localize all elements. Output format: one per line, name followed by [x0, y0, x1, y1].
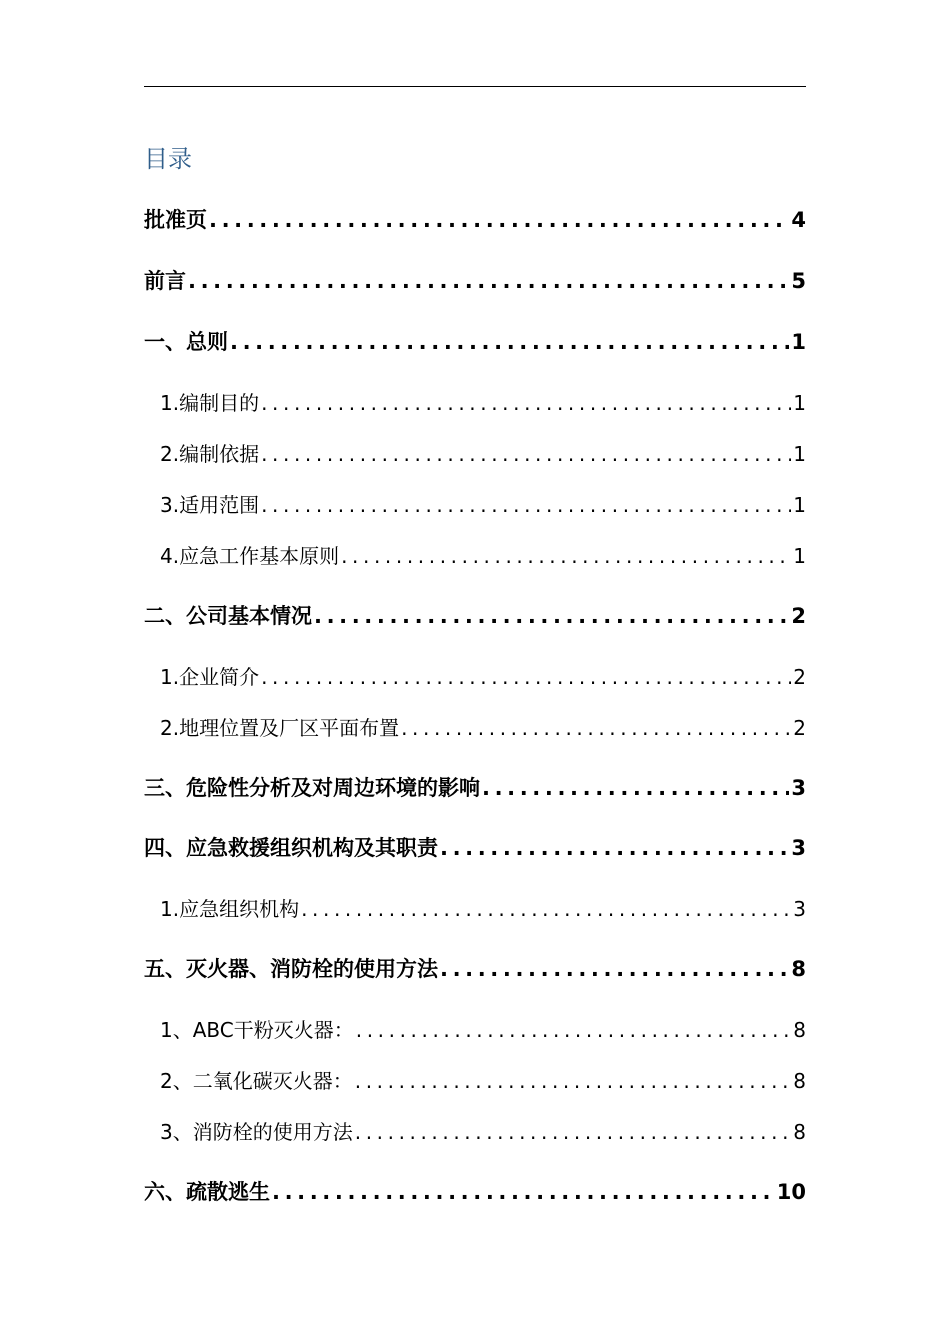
toc-leader-dots	[261, 662, 791, 692]
toc-entry-label: 3、消防栓的使用方法	[160, 1120, 353, 1144]
toc-subentry-company-intro[interactable]	[160, 662, 806, 692]
toc-leader-dots	[440, 832, 789, 864]
toc-subentry-basis[interactable]	[160, 439, 806, 469]
toc-subentry-co2-extinguisher[interactable]	[160, 1066, 806, 1096]
toc-entry-evacuation[interactable]	[144, 1176, 806, 1208]
toc-entry-label: 3.适用范围	[160, 493, 260, 517]
toc-leader-dots	[440, 953, 789, 985]
toc-page-number: 1	[791, 330, 806, 354]
toc-entry-label: 二、公司基本情况	[144, 604, 312, 628]
toc-leader-dots	[355, 1117, 792, 1147]
toc-entry-label: 2.地理位置及厂区平面布置	[160, 716, 400, 740]
toc-page-number: 5	[791, 269, 806, 293]
toc-entry-label: 1.应急组织机构	[160, 897, 300, 921]
toc-leader-dots	[355, 1066, 792, 1096]
toc-entry-label: 1.编制目的	[160, 391, 260, 415]
toc-entry-rescue-organization[interactable]	[144, 832, 806, 864]
toc-leader-dots	[209, 204, 789, 236]
toc-page-number: 2	[793, 716, 806, 740]
toc-subentry-abc-extinguisher[interactable]	[160, 1015, 806, 1045]
toc-entry-label: 前言	[144, 269, 186, 293]
toc-page-number: 1	[793, 442, 806, 466]
toc-subentry-scope[interactable]	[160, 490, 806, 520]
toc-subentry-purpose[interactable]	[160, 388, 806, 418]
toc-subentry-principles[interactable]	[160, 541, 806, 571]
toc-entry-label: 一、总则	[144, 330, 228, 354]
toc-entry-approval[interactable]	[144, 204, 806, 236]
toc-entry-label: 1.企业简介	[160, 665, 260, 689]
toc-page-number: 3	[793, 897, 806, 921]
toc-page-number: 3	[791, 776, 806, 800]
toc-entry-label: 4.应急工作基本原则	[160, 544, 340, 568]
toc-page-number: 2	[791, 604, 806, 628]
header-rule	[144, 86, 806, 87]
toc-leader-dots	[301, 894, 791, 924]
toc-entry-extinguisher-usage[interactable]	[144, 953, 806, 985]
toc-leader-dots	[261, 439, 791, 469]
toc-page-number: 1	[793, 391, 806, 415]
toc-entry-label: 四、应急救援组织机构及其职责	[144, 836, 438, 860]
toc-leader-dots	[341, 541, 791, 571]
toc-leader-dots	[482, 772, 789, 804]
toc-leader-dots	[314, 600, 789, 632]
toc-entry-label: 批准页	[144, 208, 207, 232]
toc-entry-label: 五、灭火器、消防栓的使用方法	[144, 957, 438, 981]
toc-leader-dots	[230, 326, 789, 358]
toc-page-number: 10	[776, 1180, 806, 1204]
toc-entry-general[interactable]	[144, 326, 806, 358]
toc-page-number: 1	[793, 544, 806, 568]
toc-entry-label: 三、危险性分析及对周边环境的影响	[144, 776, 480, 800]
toc-entry-label: 2.编制依据	[160, 442, 260, 466]
toc-leader-dots	[356, 1015, 792, 1045]
toc-page-number: 8	[791, 957, 806, 981]
toc-leader-dots	[261, 388, 791, 418]
toc-entry-label: 2、二氧化碳灭火器：	[160, 1069, 353, 1093]
toc-entry-preface[interactable]	[144, 265, 806, 297]
toc-entry-company-overview[interactable]	[144, 600, 806, 632]
toc-page-number: 4	[791, 208, 806, 232]
toc-entry-label: 六、疏散逃生	[144, 1180, 270, 1204]
toc-leader-dots	[188, 265, 789, 297]
toc-page-number: 2	[793, 665, 806, 689]
toc-page-number: 8	[793, 1018, 806, 1042]
toc-leader-dots	[272, 1176, 775, 1208]
toc-subentry-location-layout[interactable]	[160, 713, 806, 743]
toc-heading: 目录	[144, 145, 192, 173]
toc-page-number: 8	[793, 1069, 806, 1093]
toc-leader-dots	[401, 713, 791, 743]
toc-leader-dots	[261, 490, 791, 520]
toc-page-number: 1	[793, 493, 806, 517]
toc-entry-hazard-analysis[interactable]	[144, 772, 806, 804]
toc-subentry-hydrant-usage[interactable]	[160, 1117, 806, 1147]
toc-page-number: 8	[793, 1120, 806, 1144]
toc-page-number: 3	[791, 836, 806, 860]
toc-subentry-emergency-org[interactable]	[160, 894, 806, 924]
toc-entry-label: 1、ABC干粉灭火器：	[160, 1018, 354, 1042]
